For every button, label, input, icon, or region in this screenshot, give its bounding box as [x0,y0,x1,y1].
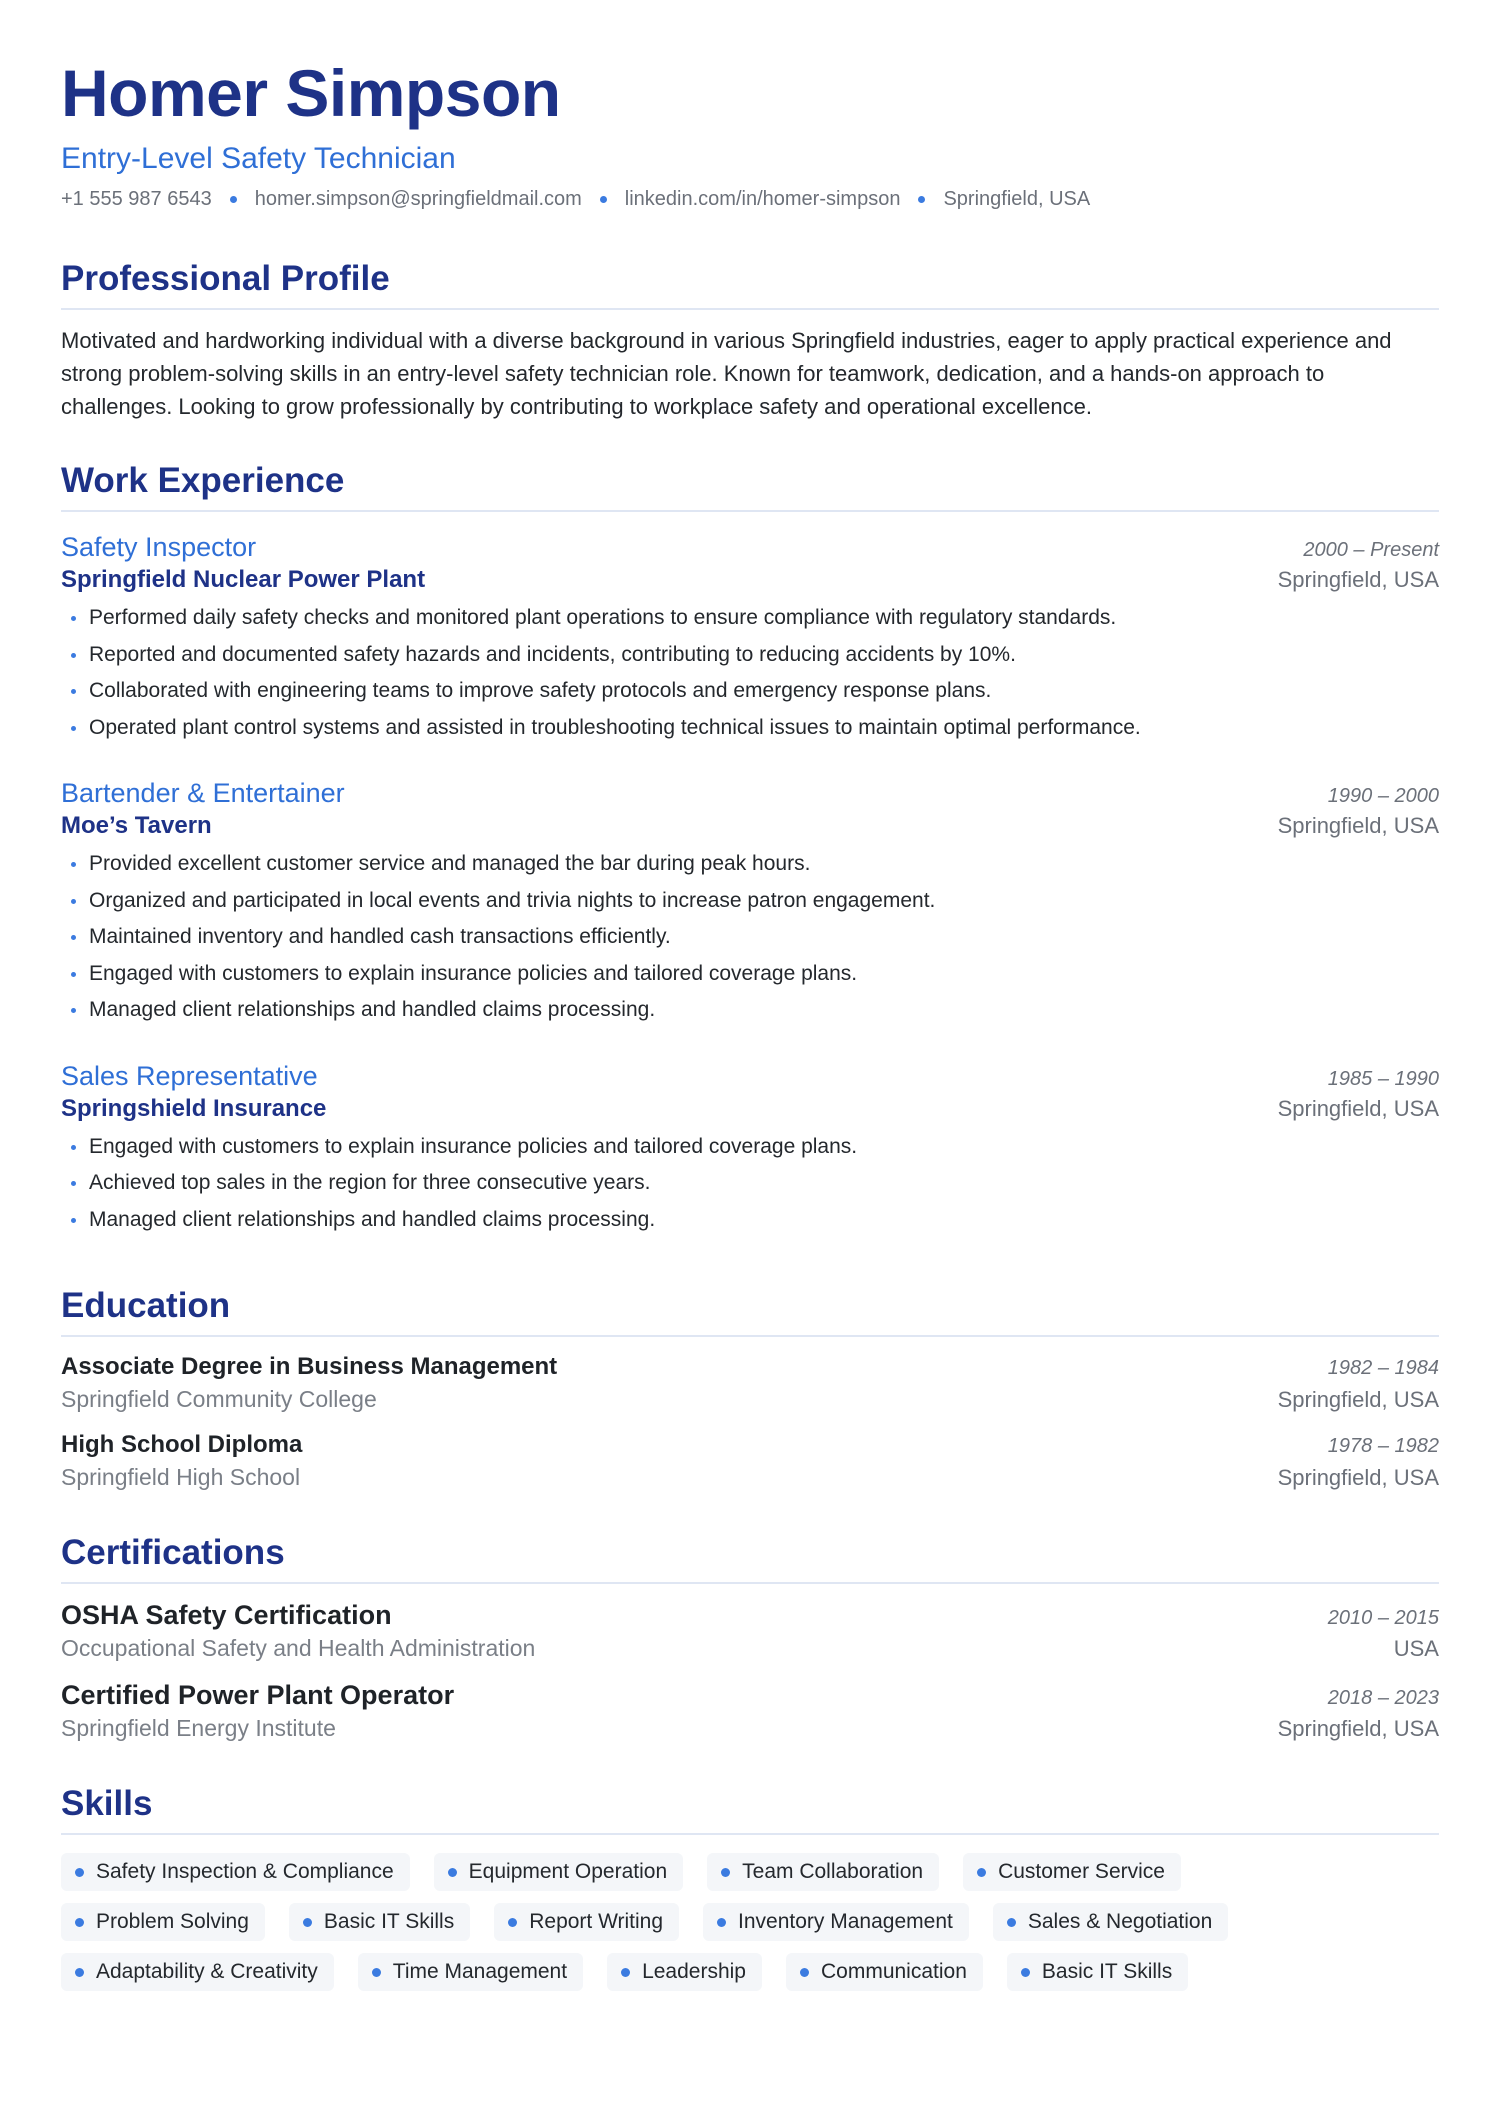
list-item: Reported and documented safety hazards and incidents, contributing to reducing accidents by 10%. [61,637,1439,674]
list-item: Achieved top sales in the region for three consecutive years. [61,1165,1439,1202]
job-location: Springfield, USA [1277,813,1439,838]
job-title: Bartender & Entertainer [61,778,345,808]
contact-location: Springfield, USA [943,188,1091,210]
list-item: Engaged with customers to explain insurance policies and tailored coverage plans. [61,956,1439,993]
education-dates: 1978 – 1982 [1327,1435,1439,1457]
skill-label: Leadership [642,1960,746,1983]
resume-header [61,56,1439,211]
bullet-icon [800,1968,809,1977]
skill-label: Safety Inspection & Compliance [96,1860,394,1883]
skill-chip [494,1903,679,1941]
job-title: Safety Inspector [61,532,257,562]
bullet-icon [303,1918,312,1927]
skill-chip [1007,1953,1188,1991]
skill-label: Problem Solving [96,1910,249,1933]
skill-chip [61,1903,265,1941]
skill-label: Customer Service [998,1860,1165,1883]
bullet-icon [1007,1918,1016,1927]
job-entry [61,776,1439,1029]
skill-chip [358,1953,583,1991]
skill-chip [707,1853,939,1891]
job-dates: 1985 – 1990 [1327,1067,1439,1090]
bullet-icon [75,1918,84,1927]
bullet-icon [977,1868,986,1877]
section-heading: Skills [61,1786,1439,1835]
bullet-icon [717,1918,726,1927]
certifications-section [61,1535,1439,1744]
list-item: Collaborated with engineering teams to improve safety protocols and emergency response plans. [61,673,1439,710]
bullet-icon [508,1918,517,1927]
list-item: Performed daily safety checks and monitored plant operations to ensure compliance with regulatory standards. [61,600,1439,637]
certification-issuer: Springfield Energy Institute [61,1715,336,1741]
skill-chip [434,1853,683,1891]
education-entry [61,1351,1439,1415]
skills-section [61,1786,1439,1991]
experience-section [61,463,1439,1238]
skill-label: Inventory Management [738,1910,953,1933]
skill-label: Team Collaboration [742,1860,924,1883]
job-location: Springfield, USA [1277,1095,1439,1121]
bullet-icon [75,1968,84,1977]
job-bullets [61,1129,1439,1239]
profile-section [61,261,1439,423]
education-location: Springfield, USA [1277,1465,1439,1490]
bullet-icon [372,1968,381,1977]
job-bullets [61,600,1439,746]
certification-issuer: Occupational Safety and Health Administration [61,1635,536,1661]
candidate-name: Homer Simpson [61,56,561,130]
section-heading: Work Experience [61,463,1439,512]
skill-label: Adaptability & Creativity [96,1960,318,1983]
skill-label: Sales & Negotiation [1027,1910,1213,1933]
skill-label: Equipment Operation [468,1860,668,1883]
list-item: Managed client relationships and handled claims processing. [61,992,1439,1029]
skill-label: Report Writing [529,1910,664,1933]
skill-chip [993,1903,1228,1941]
bullet-separator-icon [230,196,237,203]
job-dates: 1990 – 2000 [1327,785,1439,807]
skill-chip [607,1953,762,1991]
list-item: Operated plant control systems and assisted in troubleshooting technical issues to maintain optimal performance. [61,710,1439,747]
contact-linkedin: linkedin.com/in/homer-simpson [624,188,901,210]
contact-phone: +1 555 987 6543 [61,188,212,210]
list-item: Engaged with customers to explain insurance policies and tailored coverage plans. [61,1129,1439,1166]
education-dates: 1982 – 1984 [1327,1357,1439,1379]
job-bullets [61,846,1439,1029]
bullet-separator-icon [600,196,607,203]
skill-chip [61,1953,334,1991]
skill-chip [703,1903,969,1941]
contact-email: homer.simpson@springfieldmail.com [254,188,582,210]
job-title: Sales Representative [61,1060,318,1091]
job-company: Moe’s Tavern [61,812,212,839]
skill-chip [61,1853,410,1891]
certification-location: USA [1393,1636,1439,1661]
skill-label: Time Management [392,1960,568,1983]
skill-chip [786,1953,983,1991]
education-school: Springfield Community College [61,1386,377,1412]
skills-row [61,1853,1361,1891]
education-degree: High School Diploma [61,1431,303,1458]
profile-text: Motivated and hardworking individual with a diverse background in various Springfield industries, eager to apply practical experience and strong problem-solving skills in an entry-level safety technician role. Known for teamwork, dedication, and a hands-on approach to challenges. Looking to grow professionally by contributing to workplace safety and operational excellence. [61,328,1392,419]
section-heading: Professional Profile [61,261,1439,310]
bullet-icon [1021,1968,1030,1977]
certification-dates: 2010 – 2015 [1327,1607,1439,1629]
job-entry [61,530,1439,746]
list-item: Provided excellent customer service and managed the bar during peak hours. [61,846,1439,883]
section-heading: Education [61,1288,1439,1337]
certification-name: OSHA Safety Certification [61,1600,392,1630]
education-degree: Associate Degree in Business Management [61,1353,558,1380]
skill-label: Communication [820,1960,967,1983]
bullet-icon [721,1868,730,1877]
job-dates: 2000 – Present [1303,539,1439,561]
bullet-icon [75,1868,84,1877]
job-location: Springfield, USA [1277,567,1439,592]
skills-row [61,1903,1361,1941]
education-entry [61,1429,1439,1493]
skill-label: Basic IT Skills [1041,1960,1173,1983]
certification-dates: 2018 – 2023 [1327,1687,1439,1709]
bullet-separator-icon [918,196,925,203]
list-item: Maintained inventory and handled cash transactions efficiently. [61,919,1439,956]
bullet-icon [448,1868,457,1877]
certification-name: Certified Power Plant Operator [61,1680,455,1710]
certification-location: Springfield, USA [1277,1716,1439,1741]
job-entry [61,1059,1439,1239]
bullet-icon [621,1968,630,1977]
education-location: Springfield, USA [1277,1387,1439,1412]
skill-chip [289,1903,470,1941]
section-heading: Certifications [61,1535,1439,1584]
education-section [61,1288,1439,1493]
certification-entry [61,1598,1439,1664]
list-item: Organized and participated in local events and trivia nights to increase patron engagement. [61,883,1439,920]
skills-row [61,1953,1361,1991]
certification-entry [61,1678,1439,1744]
job-company: Springfield Nuclear Power Plant [61,566,426,593]
skills-list [61,1853,1361,1991]
list-item: Managed client relationships and handled claims processing. [61,1202,1439,1239]
candidate-title: Entry-Level Safety Technician [61,142,456,175]
skill-label: Basic IT Skills [323,1910,455,1933]
job-company: Springshield Insurance [61,1094,327,1122]
education-school: Springfield High School [61,1464,301,1490]
skill-chip [963,1853,1181,1891]
contact-line [61,188,1439,211]
